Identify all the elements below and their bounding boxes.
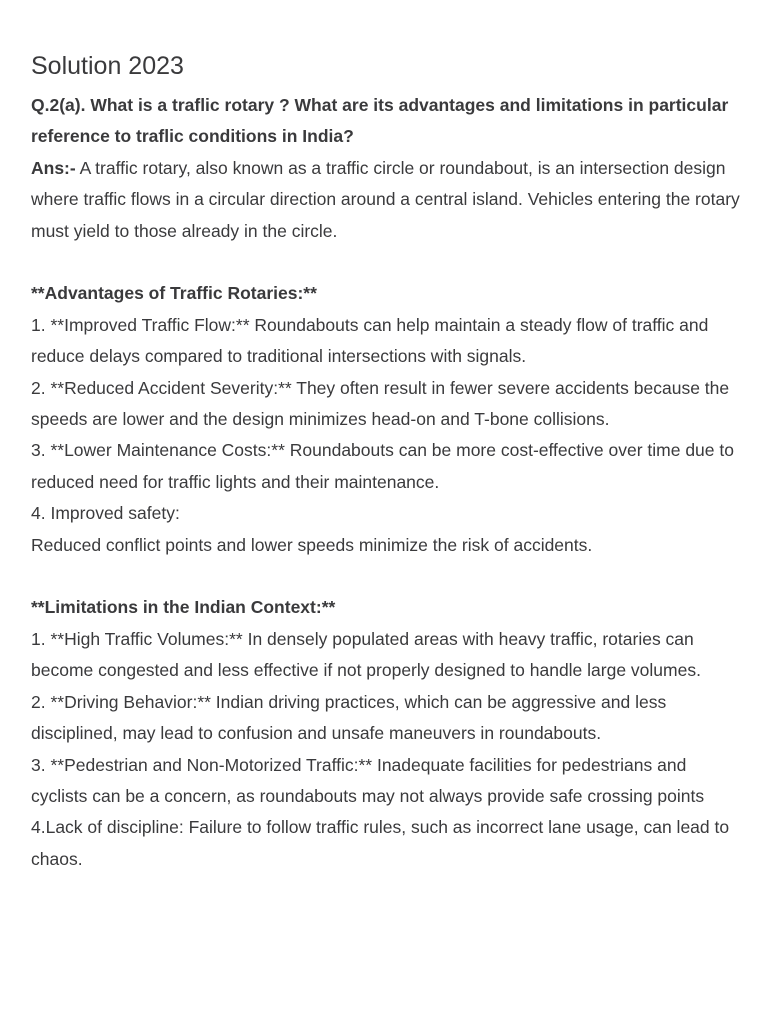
spacer bbox=[31, 247, 743, 278]
advantage-item-3: 3. **Lower Maintenance Costs:** Roundabouts can be more cost-effective over time due to reduced need for traffic lights and their maintenance. bbox=[31, 440, 739, 492]
advantage-item-4: 4. Improved safety: bbox=[31, 503, 180, 524]
answer-paragraph bbox=[31, 153, 743, 247]
document-body bbox=[31, 48, 743, 875]
limitation-item-2: 2. **Driving Behavior:** Indian driving practices, which can be aggressive and less disciplined, may lead to confusion and unsafe maneuvers in roundabouts. bbox=[31, 691, 672, 744]
page-title: Solution 2023 bbox=[31, 52, 184, 80]
limitations-heading: **Limitations in the Indian Context:** bbox=[31, 597, 336, 618]
answer-label: Ans:- bbox=[31, 157, 76, 178]
limitation-item-4: 4.Lack of discipline: Failure to follow traffic rules, such as incorrect lane usage, can lead to chaos. bbox=[31, 817, 734, 869]
question-text: Q.2(a). What is a traflic rotary ? What are its advantages and limitations in particular reference to traflic conditions in India? bbox=[31, 95, 734, 147]
spacer bbox=[31, 561, 743, 592]
advantage-item-4-detail: Reduced conflict points and lower speeds minimize the risk of accidents. bbox=[31, 534, 593, 555]
limitation-item-1: 1. **High Traffic Volumes:** In densely populated areas with heavy traffic, rotaries can become congested and less effective if not properly designed to handle large volumes. bbox=[31, 628, 701, 681]
advantages-heading: **Advantages of Traffic Rotaries:** bbox=[31, 283, 317, 304]
advantage-item-2: 2. **Reduced Accident Severity:** They often result in fewer severe accidents because the speeds are lower and the design minimizes head-on and T-bone collisions. bbox=[31, 377, 735, 430]
limitation-item-3: 3. **Pedestrian and Non-Motorized Traffic:** Inadequate facilities for pedestrians and cyclists can be a concern, as roundabouts may not always provide safe crossing points bbox=[31, 754, 705, 806]
answer-text: A traffic rotary, also known as a traffic circle or roundabout, is an intersection design where traffic flows in a circular direction around a central island. Vehicles entering the rotary must yield to those already in the circle. bbox=[31, 157, 745, 241]
advantage-item-1: 1. **Improved Traffic Flow:** Roundabouts can help maintain a steady flow of traffic and reduce delays compared to traditional intersections with signals. bbox=[31, 314, 714, 367]
